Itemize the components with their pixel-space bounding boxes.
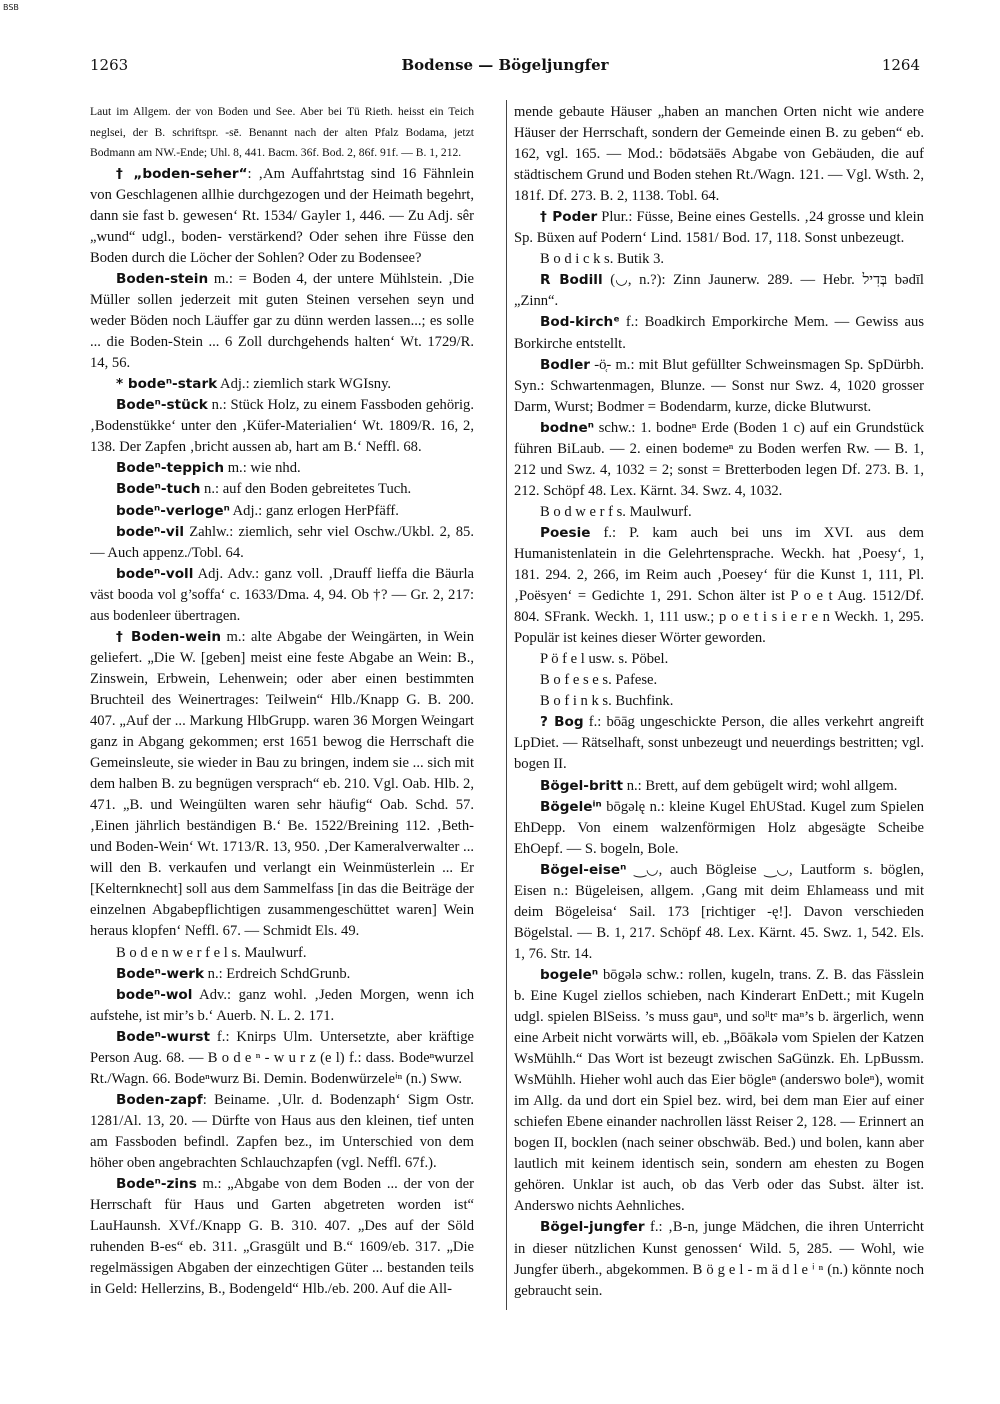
entry-text: B o f i n k s. Buchfink.: [540, 693, 674, 710]
entry-headword: Boden-zapf: [116, 1091, 203, 1108]
entry-headword: ? Bog: [540, 714, 584, 731]
entry-headword: Poesie: [540, 524, 591, 541]
dictionary-entry: [514, 712, 924, 775]
dictionary-entry: [90, 395, 474, 458]
entry-text: B o d w e r f s. Maulwurf.: [540, 503, 692, 520]
dictionary-entry: [90, 102, 474, 164]
entry-text: Zahlw.: ziemlich, sehr viel Oschw./Ukbl. 2, 85. — Auch appenz./Tobl. 64.: [90, 523, 474, 561]
entry-headword: Bögeleⁱⁿ: [540, 798, 602, 815]
entry-headword: bogeleⁿ: [540, 966, 599, 983]
right-column: [514, 102, 924, 1312]
entry-text: m.: „Abgabe von dem Boden ... der von der Herrschaft für Haus und Garten abgetreten worden ist“ LauHaunsh. XVf./Knapp G. B. 310. 407. „Des auf der Söld ruhenden B-es“ eb. 311. „Grasgült und B.“ 1609/eb. 317. „Die regelmässigen Abgaben der einzechtigen Güter ... bestanden teils in Geld: Hellerzins, B., Bodengeld“ Hlb./eb. 200. Auf die All-: [90, 1176, 474, 1298]
entry-headword: † „boden-seher“: [116, 165, 248, 182]
dictionary-entry: [514, 797, 924, 860]
dictionary-entry: [514, 249, 924, 270]
entry-text: Laut im Allgem. der von Boden und See. Aber bei Tü Rieth. heisst ein Teich neglsei, der B. schriftspr. -sē. Benannt nach der alten Pfalz Bodama, jetzt Bodmann am NW.-Ende; Uhl. 8, 441. Bacm. 36f. Bod. 2, 86f. 91f. — B. 1, 212.: [90, 105, 474, 160]
dictionary-entry: [514, 670, 924, 691]
dictionary-entry: [514, 355, 924, 418]
entry-text: m.: wie nhd.: [224, 460, 301, 477]
dictionary-entry: [90, 1174, 474, 1300]
dictionary-entry: [90, 522, 474, 564]
entry-text: Adj. Adv.: ganz voll. ‚Drauff lieffa die Bäurla väst booda vol g’soffa‘ c. 1633/Dma. 4, 94. Ob †? — Gr. 2, 217: aus bodenleer übertragen.: [90, 565, 474, 624]
library-stamp: BSB: [3, 3, 19, 12]
entry-headword: Bögel-eiseⁿ: [540, 861, 627, 878]
dictionary-entry: [514, 312, 924, 354]
entry-headword: Bodler: [540, 356, 591, 373]
entry-text: B o f e s e s. Pafese.: [540, 672, 658, 689]
entry-text: ‿◡, auch Bögleise ‿◡, Lautform s. böglen, Eisen n.: Bügeleisen, allgem. ‚Gang mit deim Ehlameass und mit deim Bögeleisa‘ Sail. 173 [richtiger -ę!]. Davon verschieden Bögelstal. — B. 1, 217. Schöpf 48. Lex. Kärnt. 45. Swz. 1, 542. Els. 1, 76. Str. 14.: [514, 861, 924, 962]
entry-text: f.: P. kam auch bei uns im XVI. aus dem Humanistenlatein in die Gelehrtensprache. Weckh. hat ‚Poesy‘, 1, 181. 294. 2, 266, im Reim auch ‚Poesey‘ für die Kunst 1, 111, Pl. ‚Poësyen‘ = Gedichte 1, 291. Schon älter ist P o e t Aug. 1512/Df. 804. SFrank. Weckh. 1, 111 usw.; p o e t i s i e r e n Weckh. 1, 295. Populär ist keines dieser Wörter geworden.: [514, 524, 924, 647]
entry-text: (◡, n.?): Zinn Jaunerw. 289. — Hebr. בְּדִיל bədīl „Zinn“.: [514, 272, 924, 310]
entry-text: P ö f e l usw. s. Pöbel.: [540, 651, 669, 668]
entry-text: B o d i c k s. Butik 3.: [540, 251, 665, 268]
entry-headword: bodeⁿ-voll: [116, 565, 194, 582]
entry-headword: bodneⁿ: [540, 419, 594, 436]
entry-headword: bodeⁿ-verlogeⁿ: [116, 502, 230, 519]
entry-text: Plur.: Füsse, Beine eines Gestells. ‚24 grosse und klein Sp. Büxen auf Podern‘ Lind. 1581/ Bod. 17, 118. Sonst unbezeugt.: [514, 209, 924, 247]
entry-text: : ‚Am Auffahrtstag sind 16 Fähnlein von Geschlagenen allhie durchgezogen und der Heimath begehrt, dann sie fast b. gewesen‘ Rt. 1534/ Gayler 1, 446. — Zu Adj. sêr „wund“ udgl., boden- verstärkend? Oder sehen ihre Füsse den Boden durch die Löcher der Sohlen? Oder zu Bodensee?: [90, 165, 474, 266]
entry-headword: bodeⁿ-vil: [116, 523, 185, 540]
entry-text: n.: Stück Holz, zu einem Fassboden gehörig. ‚Bodenstükke‘ unter den ‚Küfer-Materialien‘ Wt. 1809/R. 16, 2, 138. Der Zapfen ‚bricht aussen ab, hart am B.‘ Neffl. 68.: [90, 397, 474, 456]
dictionary-entry: [90, 374, 474, 395]
dictionary-entry: [514, 691, 924, 712]
entry-headword: * bodeⁿ-stark: [116, 376, 218, 393]
entry-text: mende gebaute Häuser „haben an manchen Orten nicht wie andere Häuser der Herrschaft, sondern der Gemeinde einen B. zu geben“ eb. 162, vgl. 165. — Mod.: bōdətsäēs Abgabe von Gebäuden, die auf städtischem Grund und Boden stehen Rt./Wagn. 121. — Vgl. Wsth. 2, 181f. Df. 273. B. 2, 1138. Tobl. 64.: [514, 104, 924, 205]
page-number-left: 1263: [90, 56, 129, 74]
dictionary-entry: [90, 501, 474, 522]
dictionary-entry: [514, 649, 924, 670]
entry-headword: Bod-kirchᵉ: [540, 314, 620, 331]
dictionary-entry: [90, 458, 474, 479]
dictionary-entry: [514, 102, 924, 207]
entry-text: f.: bōāg ungeschickte Person, die alles verkehrt angreift LpDiet. — Rätselhaft, sonst unbezeugt und neuerdings bestritten; vgl. bogen II.: [514, 714, 924, 773]
entry-headword: Bögel-britt: [540, 777, 624, 794]
entry-headword: † Boden-wein: [116, 628, 222, 645]
entry-text: Adj.: ganz erlogen HerPfäff.: [229, 502, 399, 519]
entry-text: Adj.: ziemlich stark WGIsny.: [217, 376, 392, 393]
entry-text: : Beiname. ‚Ulr. d. Bodenzaph‘ Sigm Ostr. 1281/Al. 13, 20. — Dürfte von Haus aus den kleinen, tief unten am Fassboden befindl. Zapfen bez., im Unterschied von dem höher oben angebrachten Schlauchzapfen (vgl. Neffl. 67f.).: [90, 1091, 474, 1171]
dictionary-entry: [514, 776, 924, 797]
dictionary-entry: [514, 860, 924, 965]
entry-headword: Bodeⁿ-teppich: [116, 460, 225, 477]
entry-text: schw.: 1. bodneⁿ Erde (Boden 1 c) auf ein Grundstück führen BiLaub. — 2. einen bodemeⁿ zu Boden werfen Rw. — B. 1, 212 und Swz. 4, 1032 = 2; sonst = Bretterboden legen Df. 273. B. 1, 212. Schöpf 48. Lex. Kärnt. 34. Swz. 4, 1032.: [514, 419, 924, 499]
dictionary-entry: [90, 627, 474, 943]
entry-text: f.: ‚B-n, junge Mädchen, die ihren Unterricht in dieser nützlichen Kunst genossen‘ Wild. 5, 285. — Wohl, wie Jungfer überh., abgekommen. B ö g e l - m ä d l e ⁱ ⁿ (n.) könnte noch gebraucht sein.: [514, 1219, 924, 1299]
dictionary-entry: [90, 943, 474, 964]
dictionary-entry: [514, 523, 924, 649]
entry-text: n.: Erdreich SchdGrunb.: [204, 965, 351, 982]
column-divider: [506, 100, 507, 1310]
entry-text: -ö̜- m.: mit Blut gefüllter Schweinsmagen Sp. SpDürbh. Syn.: Schwartenmagen, Blunze. — Sonst nur Swz. 4, 1020 grosser Darm, Wurst; Bodmer = Bodendarm, kurze, dicke Blutwurst.: [514, 356, 924, 415]
dictionary-entry: [90, 479, 474, 500]
dictionary-entry: [90, 985, 474, 1027]
dictionary-entry: [90, 269, 474, 374]
entry-text: n.: Brett, auf dem gebügelt wird; wohl allgem.: [623, 777, 898, 794]
dictionary-entry: [514, 270, 924, 312]
entry-text: B o d e n w e r f e l s. Maulwurf.: [116, 944, 307, 961]
page-number-right: 1264: [881, 56, 920, 74]
dictionary-entry: [90, 1090, 474, 1174]
entry-text: bōgələ schw.: rollen, kugeln, trans. Z. B. das Fässlein b. Eine Kugel ziellos schieben, nach Kinderart EnDett.; mit Kugeln udgl. spielen BlSeiss. ’s muss gauⁿ, und soˡˡtᵉ maⁿ’s b. ärgerlich, wenn eine Arbeit nicht vorwärts will, eb. „Bōākələ vom Spielen der Katzen WsMühlh.“ Das Wort ist bezeugt zwischen SaGünzk. Eh. LpBussm. WsMühlh. Hieher wohl auch das Eier bögleⁿ (anderswo boleⁿ), womit im Allg. da und dort ein Spiel bez. wird, bei dem man Eier auf einer schiefen Ebene einander nachrollen lässt Reiser 2, 128. — Erinnert an bogen II, bocklen (nach seiner obschwäb. Bed.) und bolen, kann aber lautlich mit keinem identisch sein, sondern am ehesten zu Bogen gehören. Unklar ist auch, ob das Verb oder das Subst. älter ist. Anderswo nichts Aehnliches.: [514, 966, 924, 1215]
running-title: Bodense — Bögeljungfer: [401, 56, 609, 74]
entry-headword: Bodeⁿ-stück: [116, 397, 208, 414]
dictionary-entry: [90, 164, 474, 269]
dictionary-entry: [90, 1027, 474, 1090]
entry-text: Adv.: ganz wohl. ‚Jeden Morgen, wenn ich aufstehe, ist mir’s b.‘ Auerb. N. L. 2. 171.: [90, 986, 474, 1024]
dictionary-entry: [514, 965, 924, 1218]
entry-headword: Bögel-jungfer: [540, 1219, 645, 1236]
entry-headword: † Poder: [540, 209, 598, 226]
dictionary-entry: [514, 418, 924, 502]
entry-text: bōgəlę n.: kleine Kugel EhUStad. Kugel zum Spielen EhDepp. Von einem walzenförmigen Holz abgesägte Scheibe EhOepf. — S. bogeln, Bole.: [514, 798, 924, 857]
dictionary-entry: [514, 502, 924, 523]
dictionary-entry: [90, 964, 474, 985]
left-column: [90, 102, 474, 1312]
entry-text: f.: Knirps Ulm. Untersetzte, aber kräftige Person Aug. 68. — B o d e ⁿ - w u r z (e l) f.: dass. Bodeⁿwurzel Rt./Wagn. 66. Bodeⁿwurz Bi. Demin. Bodenwürzeleⁱⁿ (n.) Sww.: [90, 1028, 474, 1087]
dictionary-entry: [514, 207, 924, 249]
entry-text: f.: Boadkirch Emporkirche Mem. — Gewiss aus Borkirche entstellt.: [514, 314, 924, 352]
dictionary-entry: [514, 1217, 924, 1301]
entry-headword: Bodeⁿ-werk: [116, 965, 205, 982]
entry-text: m.: alte Abgabe der Weingärten, in Wein geliefert. „Die W. [geben] meist eine feste Abgabe an Wein: B., Zinswein, Erbwein, Lehenwein; oder aber einen bestimmten Bruchteil des Weinertrages: Teilwein“ Hlb./Knapp G. B. 200. 407. „Auf der ... Markung HlbGrupp. waren 36 Morgen Weingart ganz in Abgang gekommen; erst 1651 bewog die Herrschaft die Gemeinsleute, sie wieder in Bau zu bringen, indem sie ... sich mit dem halben B. zu begnügen versprach“ eb. 210. Vgl. Oab. Hlb. 2, 471. „B. und Weingülten waren sehr häufig“ Oab. Schd. 57. ‚Einen jährlich beständigen B.‘ Be. 1522/Breining 112. ‚Beth- und Boden-Wein‘ Wt. 1713/R. 13, 950. ‚Der Kameralverwalter ... will den B. verkaufen und verlangt ein Weinmüsterlein ... Er [Kelternknecht] soll aus dem Sammelfass [in das die Beiträge der einzelnen Abgabepflichtigen zusammengeschüttet waren] Wein heraus klopfen‘ Neffl. 67. — Schmidt Els. 49.: [90, 628, 474, 940]
entry-text: n.: auf den Boden gebreitetes Tuch.: [200, 481, 412, 498]
page-header: [90, 56, 920, 78]
entry-text: m.: = Boden 4, der untere Mühlstein. ‚Die Müller sollen jederzeit mit guten Steinen versehen seyn und weder Böden noch Läuffer gar zu dünn werden lassen...; es solle ... die Boden-Stein ... 6 Zoll durchgehends halten‘ Wt. 1729/R. 14, 56.: [90, 271, 474, 372]
entry-headword: bodeⁿ-wol: [116, 986, 193, 1003]
entry-headword: Boden-stein: [116, 271, 209, 288]
entry-headword: Bodeⁿ-wurst: [116, 1028, 211, 1045]
entry-headword: Bodeⁿ-tuch: [116, 481, 201, 498]
dictionary-entry: [90, 564, 474, 627]
entry-headword: R Bodill: [540, 272, 603, 289]
entry-headword: Bodeⁿ-zins: [116, 1176, 197, 1193]
